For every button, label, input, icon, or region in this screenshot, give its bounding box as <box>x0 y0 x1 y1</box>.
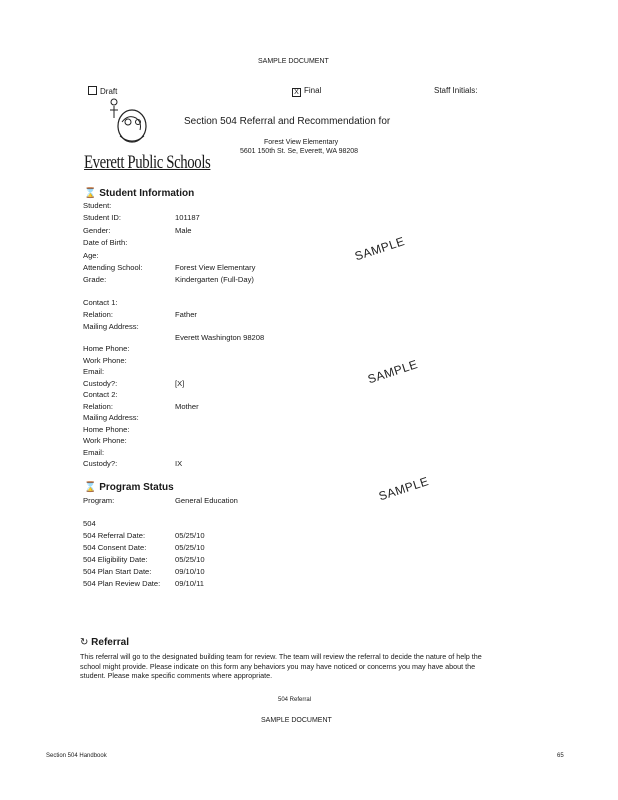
field-row <box>83 567 205 576</box>
school-address: 5601 150th St. Se, Everett, WA 98208 <box>240 148 359 155</box>
referral-heading <box>80 637 129 648</box>
field-row <box>83 298 118 307</box>
field-label: Work Phone: <box>83 436 127 445</box>
field-value: Father <box>175 310 197 319</box>
student-info-heading <box>84 188 194 199</box>
final-option[interactable] <box>292 86 321 97</box>
field-label: Attending School: <box>83 263 143 272</box>
field-label: Mailing Address: <box>83 322 139 331</box>
field-row <box>83 310 197 319</box>
field-value: Mother <box>175 402 199 411</box>
school-name: Forest View Elementary <box>264 139 339 146</box>
sample-watermark: SAMPLE <box>377 474 431 504</box>
field-label: Work Phone: <box>83 356 127 365</box>
field-row <box>83 402 199 411</box>
field-label: Gender: <box>83 226 111 235</box>
field-value: IX <box>175 459 183 468</box>
field-row <box>83 459 183 468</box>
program-status-heading <box>84 482 174 493</box>
field-row <box>83 555 205 564</box>
field-row <box>83 579 204 588</box>
final-label: Final <box>304 86 322 95</box>
field-row <box>83 213 200 222</box>
field-row <box>83 379 185 388</box>
field-label: Grade: <box>83 275 107 284</box>
field-row <box>83 543 205 552</box>
hourglass-icon: ⌛ <box>84 188 97 199</box>
field-value: Everett Washington 98208 <box>175 333 265 342</box>
field-label: Home Phone: <box>83 344 130 353</box>
field-label: 504 Plan Start Date: <box>83 567 152 576</box>
field-value: 09/10/10 <box>175 567 205 576</box>
field-label: Relation: <box>83 402 113 411</box>
field-value: 09/10/11 <box>175 579 204 588</box>
district-logo-text: Everett Public Schools <box>84 152 211 173</box>
field-value: Kindergarten (Full-Day) <box>175 275 254 284</box>
draft-checkbox[interactable] <box>88 86 97 95</box>
field-label: Contact 2: <box>83 390 118 399</box>
district-logo-icon <box>106 96 152 148</box>
field-label: Student ID: <box>83 213 121 222</box>
field-label: 504 Consent Date: <box>83 543 147 552</box>
field-row <box>83 322 139 331</box>
field-label: Student: <box>83 201 112 210</box>
field-label: Email: <box>83 448 105 457</box>
field-label: Age: <box>83 251 99 260</box>
draft-label: Draft <box>100 87 118 96</box>
field-row <box>83 436 127 445</box>
draft-option[interactable] <box>88 86 117 96</box>
page-number: 65 <box>557 753 564 759</box>
field-row <box>83 390 118 399</box>
field-value: 101187 <box>175 213 200 222</box>
staff-initials-label: Staff Initials: <box>434 86 478 95</box>
sample-watermark: SAMPLE <box>353 234 407 264</box>
sample-watermark: SAMPLE <box>366 357 420 387</box>
sample-document-header: SAMPLE DOCUMENT <box>258 58 329 65</box>
referral-body: This referral will go to the designated building team for review. The team will review the referral to decide the nature of help the school might provide. Please indicate on this form any behaviors you may have noticed or concerns you may have about the student. Please make specific comments where appropriate. <box>80 652 482 680</box>
field-row <box>83 448 104 457</box>
group-label: 504 <box>83 519 96 528</box>
field-label: Date of Birth: <box>83 238 128 247</box>
refresh-icon: ↻ <box>80 637 89 648</box>
field-label: Relation: <box>83 310 113 319</box>
field-value: General Education <box>175 496 238 505</box>
field-value: 05/25/10 <box>175 555 205 564</box>
final-checkbox[interactable]: X <box>292 88 301 97</box>
field-row <box>83 413 139 422</box>
field-label: Mailing Address: <box>83 413 139 422</box>
field-label: 504 Eligibility Date: <box>83 555 148 564</box>
field-row <box>83 238 127 247</box>
field-label: Contact 1: <box>83 298 118 307</box>
footer-form-label: 504 Referral <box>278 697 312 703</box>
field-label: Email: <box>83 367 105 376</box>
field-row <box>83 275 254 284</box>
field-row <box>83 425 129 434</box>
hourglass-icon: ⌛ <box>84 482 97 493</box>
field-row <box>83 496 238 505</box>
program-status-heading-text: Program Status <box>99 482 174 493</box>
field-label: Custody?: <box>83 459 118 468</box>
form-title: Section 504 Referral and Recommendation for <box>184 116 391 127</box>
field-value: 05/25/10 <box>175 543 205 552</box>
field-row <box>83 201 111 210</box>
field-label: Program: <box>83 496 115 505</box>
field-value: 05/25/10 <box>175 531 205 540</box>
field-label: Home Phone: <box>83 425 130 434</box>
field-row <box>83 226 192 235</box>
student-info-heading-text: Student Information <box>99 188 195 199</box>
field-label: Custody?: <box>83 379 118 388</box>
field-label: 504 Referral Date: <box>83 531 146 540</box>
field-row <box>83 367 104 376</box>
field-value: Forest View Elementary <box>175 263 256 272</box>
field-label: 504 Plan Review Date: <box>83 579 161 588</box>
referral-heading-text: Referral <box>91 637 129 648</box>
field-row <box>83 356 127 365</box>
field-row <box>83 344 129 353</box>
field-row <box>83 531 205 540</box>
sample-document-footer: SAMPLE DOCUMENT <box>261 717 332 724</box>
field-value: Male <box>175 226 192 235</box>
handbook-footer-left: Section 504 Handbook <box>46 753 107 759</box>
field-row <box>83 251 99 260</box>
field-row <box>83 263 256 272</box>
field-value: [X] <box>175 379 185 388</box>
